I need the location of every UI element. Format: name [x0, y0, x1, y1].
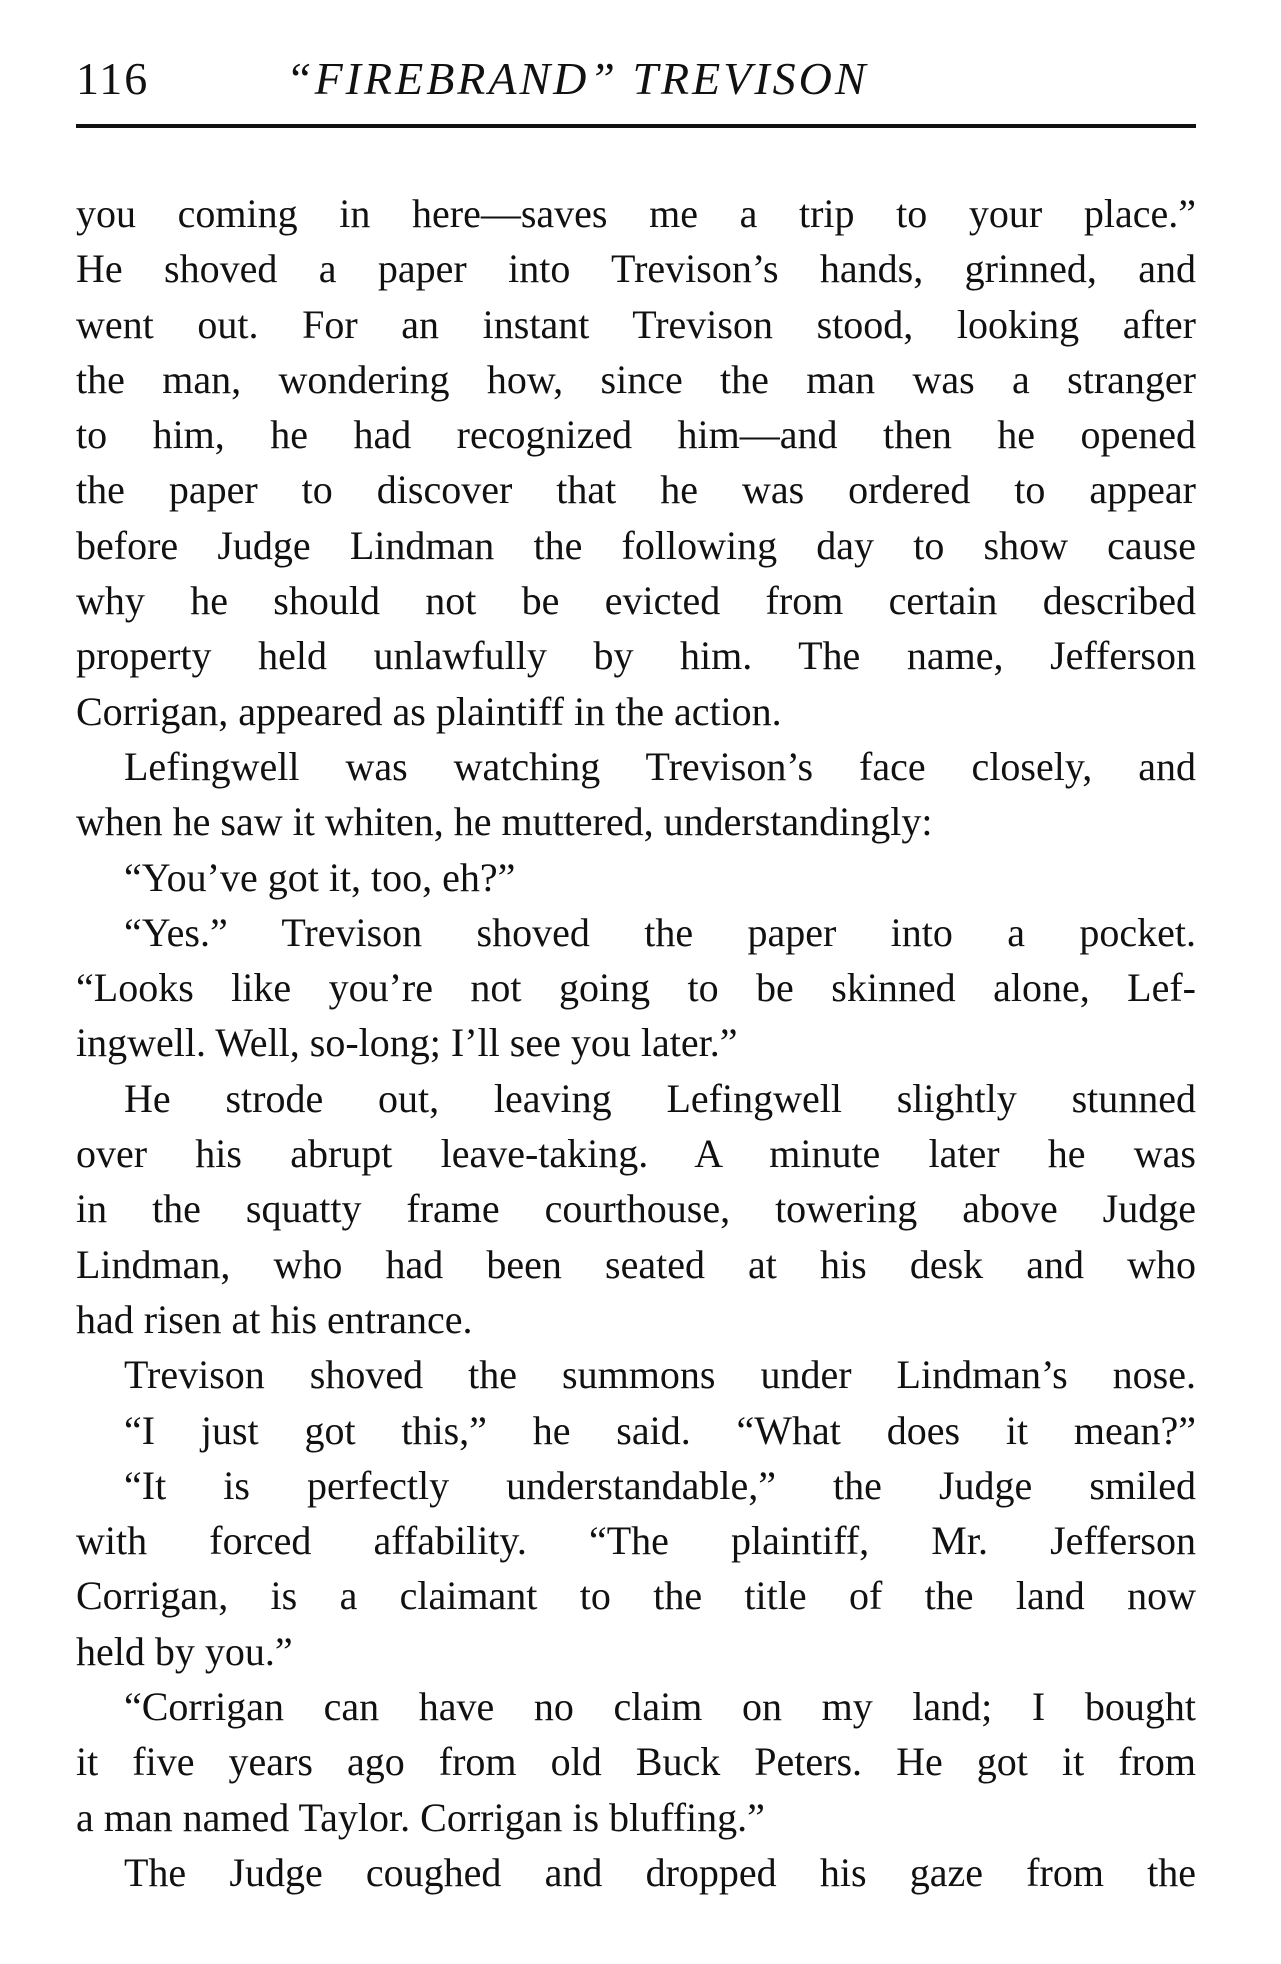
text-line: The Judge coughed and dropped his gaze from the — [124, 1849, 1196, 1895]
text-line: Corrigan, is a claimant to the title of the land now — [76, 1573, 1196, 1619]
text-line: Corrigan, appeared as plaintiff in the action. — [76, 688, 782, 734]
text-line: Lefingwell was watching Trevison’s face closely, and — [124, 743, 1196, 789]
text-line: “I just got this,” he said. “What does it mean?” — [124, 1407, 1196, 1453]
text-line: He strode out, leaving Lefingwell slightly stunned — [124, 1075, 1196, 1121]
text-line: He shoved a paper into Trevison’s hands, grinned, and — [76, 246, 1196, 292]
header-rule — [76, 124, 1196, 128]
text-line: it five years ago from old Buck Peters. He got it from — [76, 1739, 1196, 1785]
text-line: “Yes.” Trevison shoved the paper into a pocket. — [124, 909, 1196, 955]
text-line: held by you.” — [76, 1628, 293, 1674]
body-text — [76, 186, 1196, 1900]
text-line: ingwell. Well, so-long; I’ll see you later.” — [76, 1020, 738, 1066]
text-line: Lindman, who had been seated at his desk and who — [76, 1241, 1196, 1287]
text-line: Trevison shoved the summons under Lindman’s nose. — [124, 1352, 1196, 1398]
text-line: “It is perfectly understandable,” the Judge smiled — [124, 1462, 1196, 1508]
text-line: to him, he had recognized him—and then he opened — [76, 412, 1196, 458]
running-title: “FIREBRAND” TREVISON — [286, 53, 869, 104]
text-line: you coming in here—saves me a trip to your place.” — [76, 191, 1196, 236]
text-line: the paper to discover that he was ordered to appear — [76, 467, 1196, 513]
text-line: “You’ve got it, too, eh?” — [124, 854, 516, 900]
text-line: why he should not be evicted from certain described — [76, 578, 1196, 624]
text-line: “Looks like you’re not going to be skinned alone, Lef- — [76, 965, 1196, 1011]
running-head — [76, 40, 1196, 120]
text-line: when he saw it whiten, he muttered, understandingly: — [76, 799, 933, 845]
text-line: went out. For an instant Trevison stood, looking after — [76, 301, 1196, 347]
text-line: property held unlawfully by him. The name, Jefferson — [76, 633, 1196, 679]
text-line: over his abrupt leave-taking. A minute later he was — [76, 1131, 1196, 1177]
text-line: with forced affability. “The plaintiff, Mr. Jefferson — [76, 1518, 1196, 1564]
text-line: had risen at his entrance. — [76, 1296, 473, 1342]
text-line: “Corrigan can have no claim on my land; I bought — [124, 1684, 1196, 1730]
text-line: before Judge Lindman the following day to show cause — [76, 522, 1196, 568]
page-number: 116 — [76, 53, 150, 104]
book-page — [76, 40, 1196, 1895]
text-line: the man, wondering how, since the man was a stranger — [76, 356, 1196, 402]
text-line: in the squatty frame courthouse, towering above Judge — [76, 1186, 1196, 1232]
text-line: a man named Taylor. Corrigan is bluffing.” — [76, 1794, 765, 1840]
